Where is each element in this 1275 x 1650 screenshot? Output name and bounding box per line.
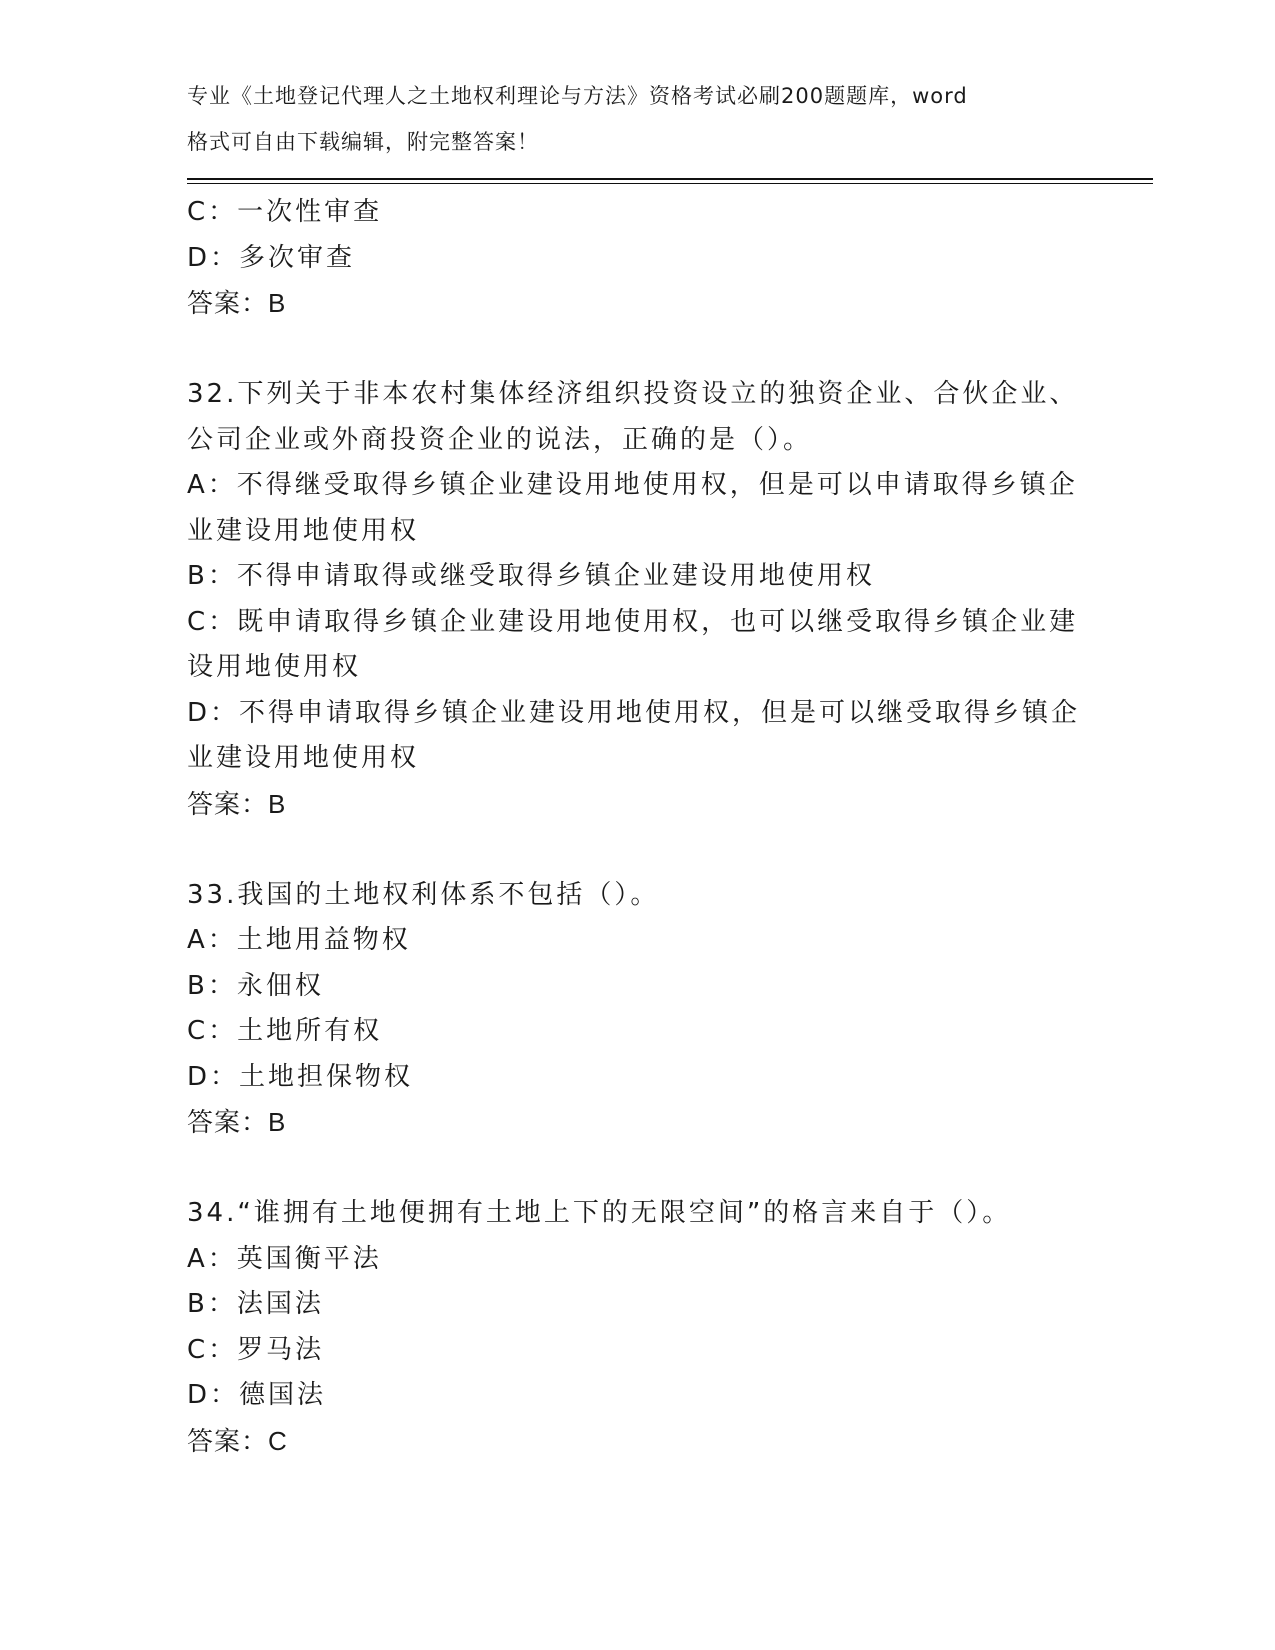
q32-answer: 答案：B [187, 788, 287, 819]
q34-option-b: B：法国法 [187, 1289, 324, 1319]
q33-option-a: A：土地用益物权 [187, 925, 411, 955]
question-34 [187, 1191, 1087, 1464]
header-title-line-1: 专业《土地登记代理人之土地权利理论与方法》资格考试必刷200题题库，word [187, 84, 968, 108]
q32-option-a-line-1: A：不得继受取得乡镇企业建设用地使用权，但是可以申请取得乡镇企 [187, 470, 1078, 500]
question-list [187, 190, 1087, 1464]
spacer [187, 1146, 1087, 1192]
q32-option-c-line-1: C：既申请取得乡镇企业建设用地使用权，也可以继受取得乡镇企业建 [187, 606, 1079, 637]
q33-option-d: D：土地担保物权 [187, 1061, 414, 1092]
q32-option-c-line-2: 设用地使用权 [187, 652, 362, 682]
q34-option-c: C：罗马法 [187, 1334, 325, 1365]
header-divider-thick [187, 178, 1153, 180]
q34-answer: 答案：C [187, 1425, 288, 1456]
question-33 [187, 873, 1087, 1146]
q32-stem-line-2: 公司企业或外商投资企业的说法，正确的是（）。 [187, 424, 813, 455]
q33-option-b: B：永佃权 [187, 970, 324, 1001]
q32-option-b: B：不得申请取得或继受取得乡镇企业建设用地使用权 [187, 561, 875, 591]
q31-option-d: D：多次审查 [187, 242, 356, 273]
question-31 [187, 190, 1087, 327]
q32-stem-line-1: 32.下列关于非本农村集体经济组织投资设立的独资企业、合伙企业、 [187, 379, 1079, 409]
q32-option-d-line-2: 业建设用地使用权 [187, 743, 420, 773]
q32-option-a-line-2: 业建设用地使用权 [187, 515, 420, 546]
q34-option-a: A：英国衡平法 [187, 1243, 382, 1274]
spacer [187, 327, 1087, 373]
q33-answer: 答案：B [187, 1107, 287, 1137]
document-header [187, 74, 1067, 165]
spacer [187, 827, 1087, 873]
q34-stem: 34.“谁拥有土地便拥有土地上下的无限空间”的格言来自于（）。 [187, 1198, 1012, 1228]
q31-option-c: C：一次性审查 [187, 197, 383, 227]
header-divider-thin [187, 183, 1153, 184]
header-title-line-2: 格式可自由下载编辑，附完整答案！ [187, 129, 539, 154]
q31-answer: 答案：B [187, 288, 287, 318]
q32-option-d-line-1: D：不得申请取得乡镇企业建设用地使用权，但是可以继受取得乡镇企 [187, 697, 1081, 728]
question-32 [187, 372, 1087, 827]
q33-stem: 33.我国的土地权利体系不包括（）。 [187, 879, 660, 910]
q33-option-c: C：土地所有权 [187, 1016, 383, 1046]
q34-option-d: D：德国法 [187, 1380, 327, 1410]
